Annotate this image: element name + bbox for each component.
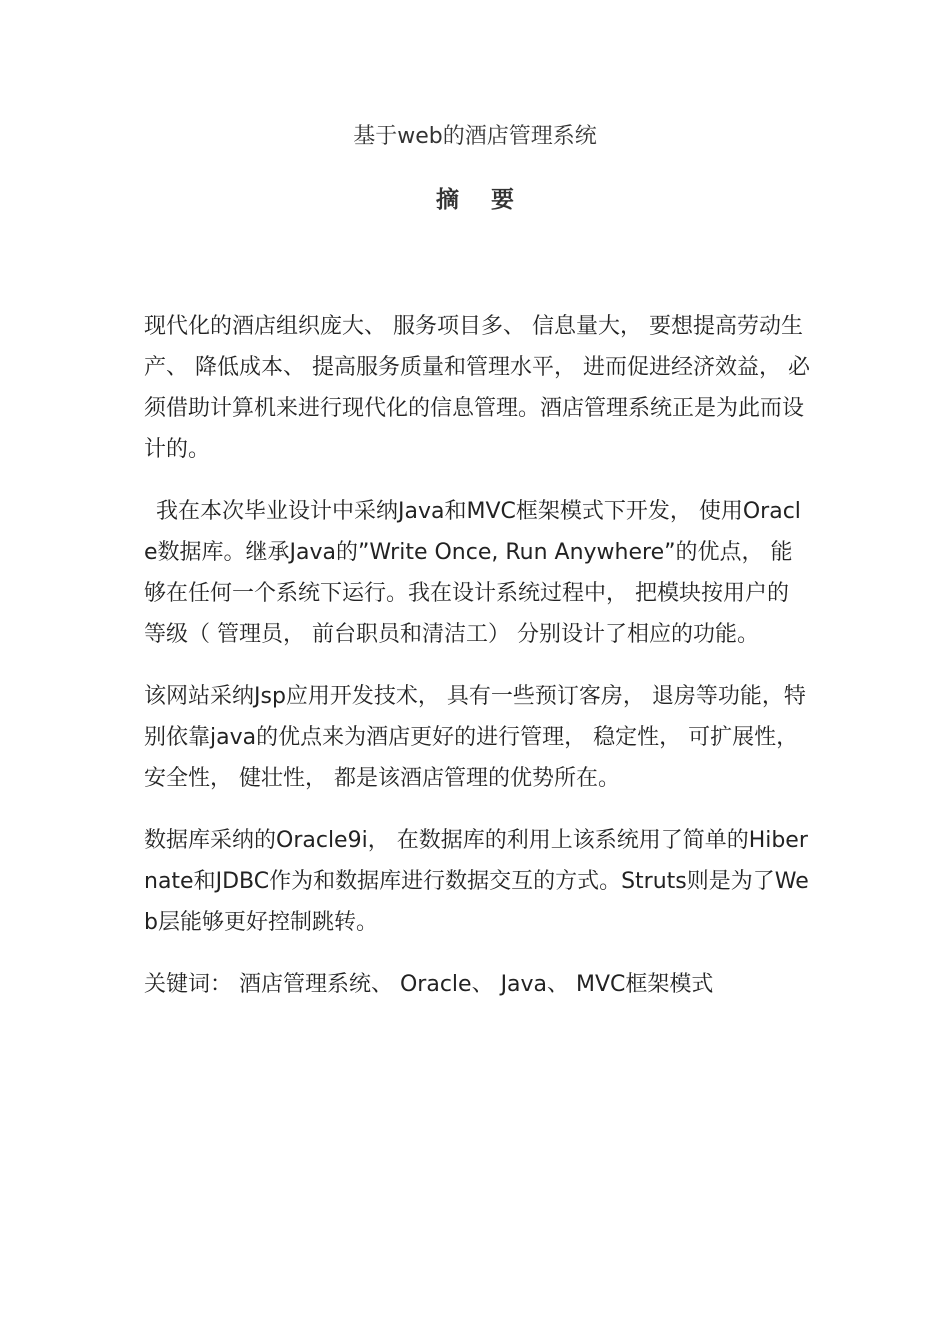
abstract-paragraph-2: 我在本次毕业设计中采纳Java和MVC框架模式下开发， 使用Oracle数据库。继承Java的”Write Once, Run Anywhere”的优点， 能够在任何一个系统下运行。我在设计系统过程中， 把模块按用户的等级（ 管理员， 前台职员和清洁工） 分别设计了相应的功能。 (144, 499, 801, 647)
document-title: 基于web的酒店管理系统 (353, 124, 597, 149)
abstract-paragraph-1: 现代化的酒店组织庞大、 服务项目多、 信息量大， 要想提高劳动生产、 降低成本、 提高服务质量和管理水平， 进而促进经济效益， 必须借助计算机来进行现代化的信息管理。酒店管理系统正是为此而设计的。 (144, 314, 810, 462)
abstract-paragraph-3: 该网站采纳Jsp应用开发技术， 具有一些预订客房， 退房等功能，特别依靠java的优点来为酒店更好的进行管理， 稳定性， 可扩展性， 安全性， 健壮性， 都是该酒店管理的优势所在。 (144, 684, 806, 791)
abstract-body (144, 306, 810, 1005)
abstract-heading: 摘 要 (435, 187, 526, 213)
abstract-paragraph-4: 数据库采纳的Oracle9i， 在数据库的利用上该系统用了简单的Hibernate和JDBC作为和数据库进行数据交互的方式。Struts则是为了Web层能够更好控制跳转。 (144, 828, 809, 935)
keywords-line: 关键词： 酒店管理系统、 Oracle、 Java、 MVC框架模式 (144, 972, 714, 997)
